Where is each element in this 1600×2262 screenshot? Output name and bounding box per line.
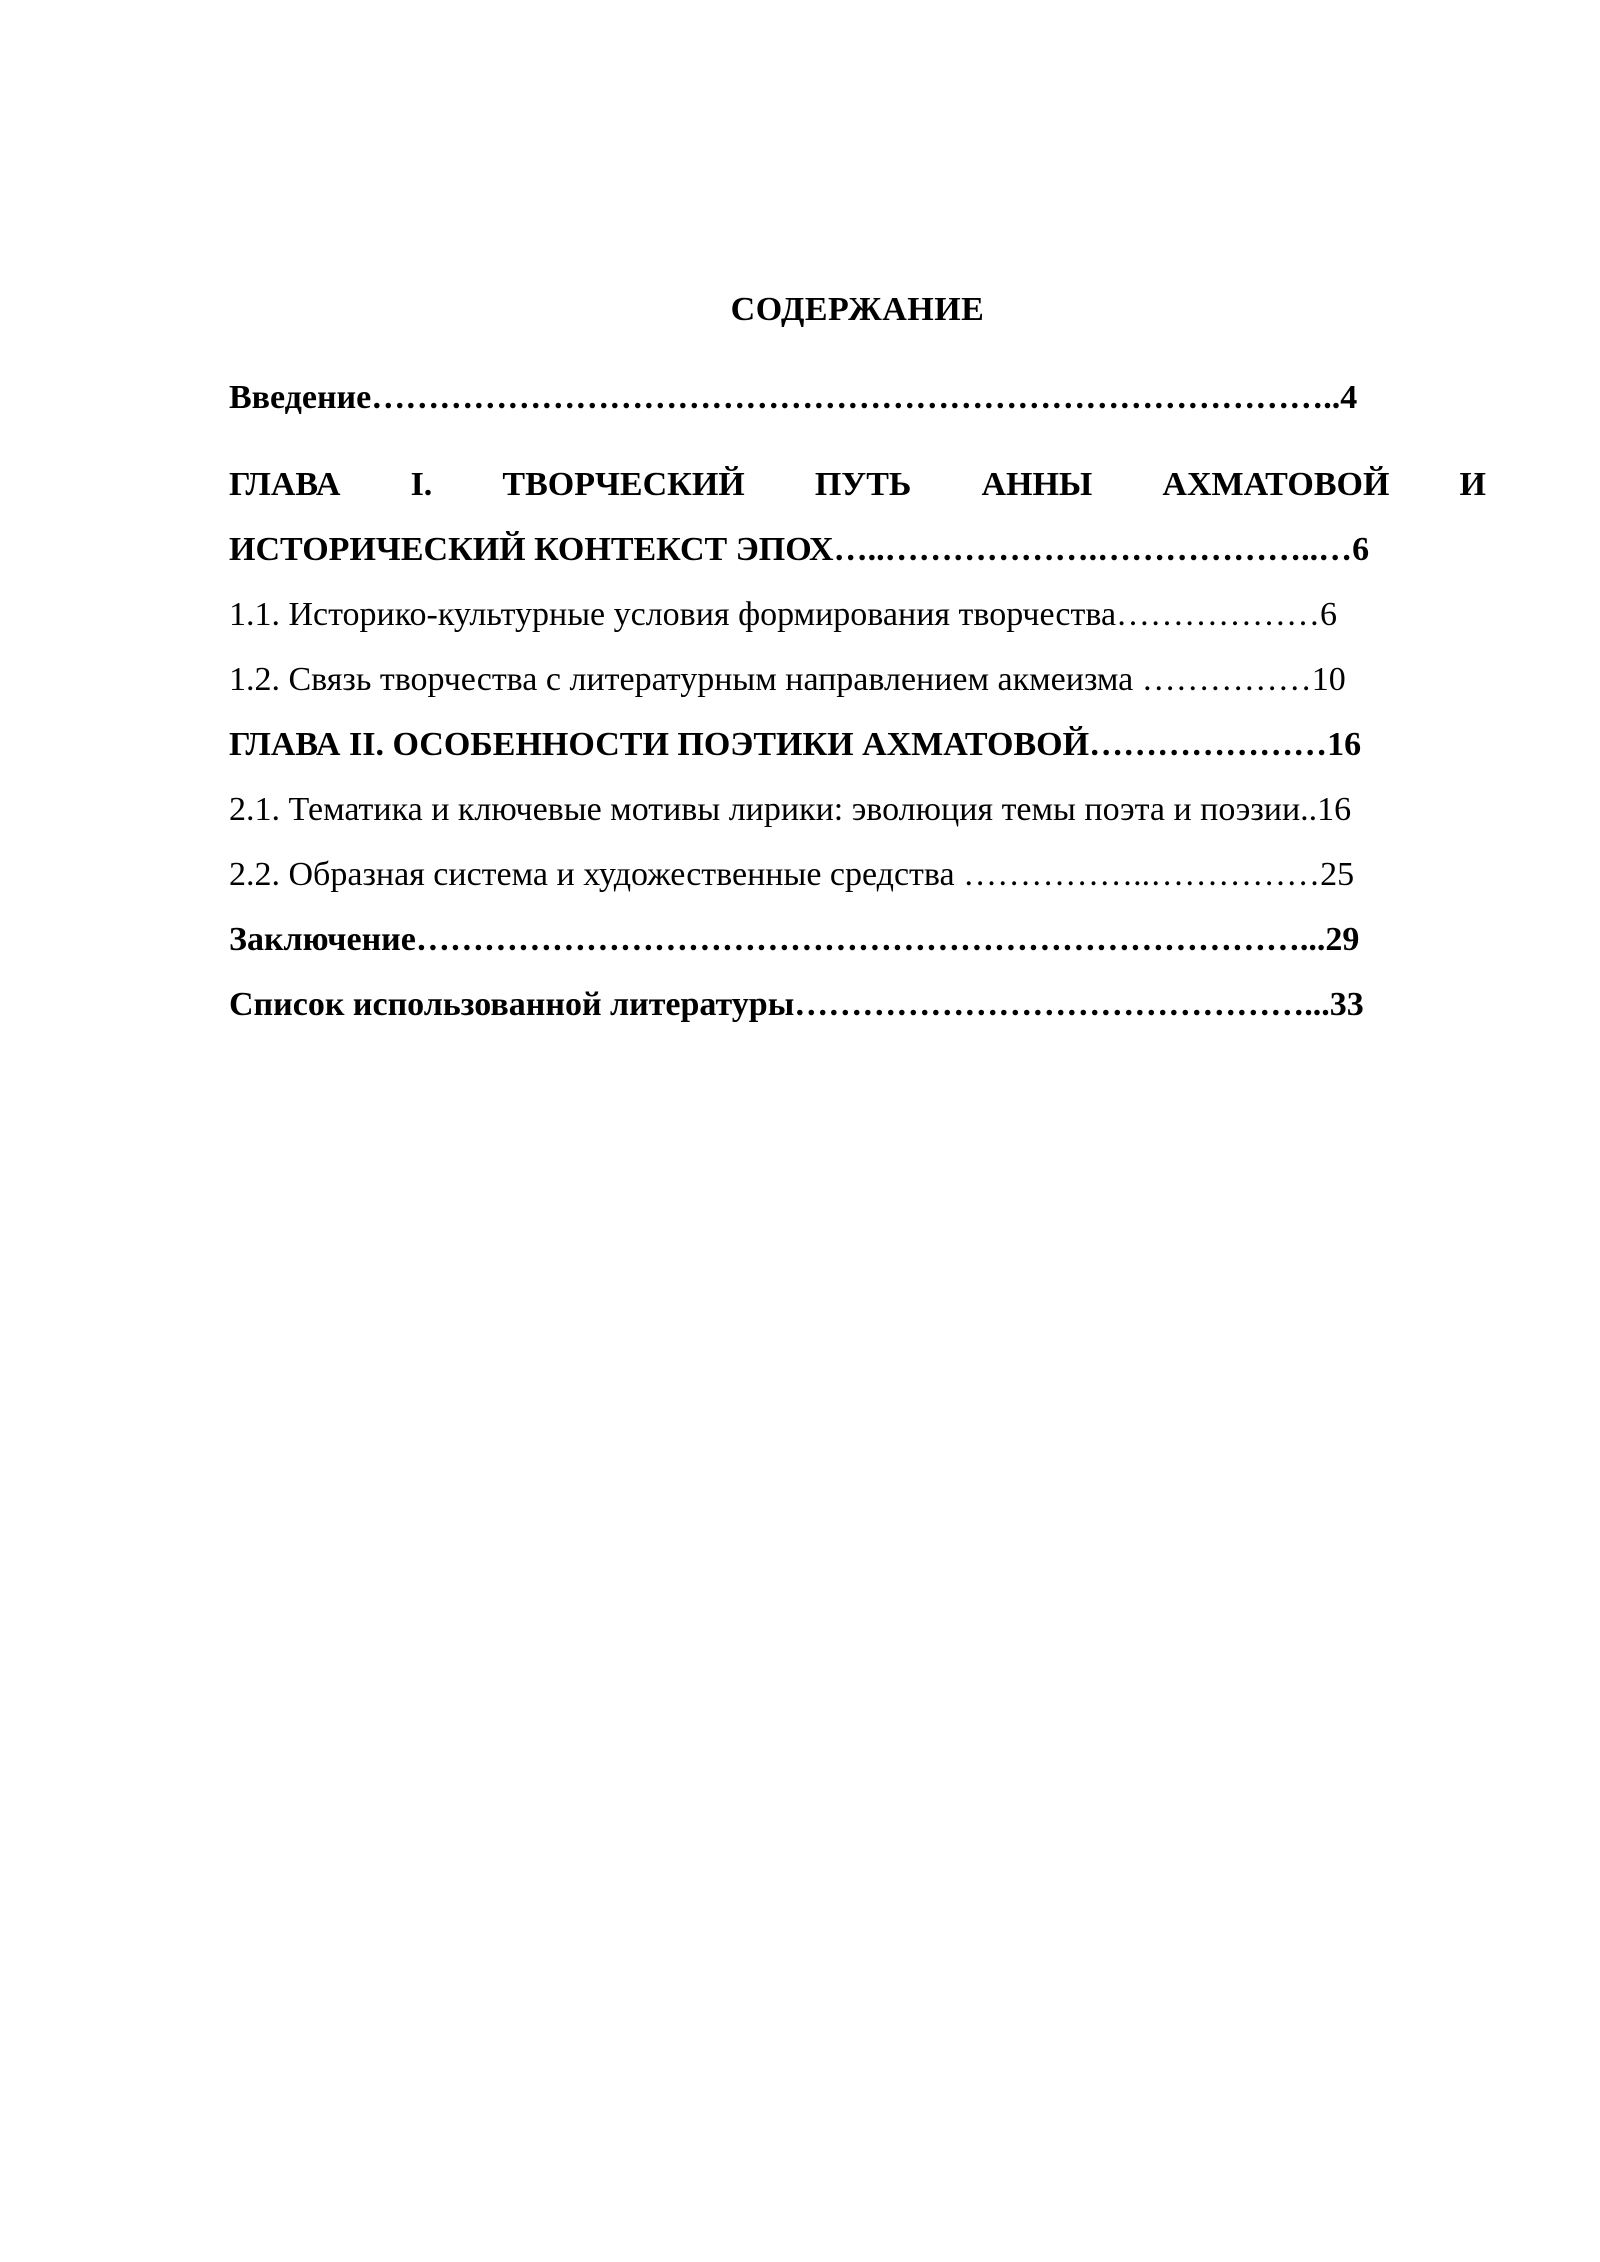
toc-entry-chapter-2: ГЛАВА II. ОСОБЕННОСТИ ПОЭТИКИ АХМАТОВОЙ…………………16 <box>229 726 1362 763</box>
toc-word: И <box>1459 466 1486 503</box>
toc-word: ТВОРЧЕСКИЙ <box>502 466 745 503</box>
toc-entry-section-1-2: 1.2. Связь творчества с литературным направлением акмеизма ……………10 <box>229 661 1346 698</box>
toc-word: ГЛАВА <box>229 466 341 503</box>
toc-title: СОДЕРЖАНИЕ <box>730 291 985 328</box>
toc-entry-section-2-1: 2.1. Тематика и ключевые мотивы лирики: эволюция темы поэта и поэзии..16 <box>229 791 1352 828</box>
toc-entry-section-2-2: 2.2. Образная система и художественные средства ……………..……………25 <box>229 856 1355 893</box>
toc-entry-section-1-1: 1.1. Историко-культурные условия формирования творчества………………6 <box>229 596 1338 633</box>
toc-entry-conclusion: Заключение……………………………………………………………………...29 <box>229 921 1360 958</box>
toc-word: АХМАТОВОЙ <box>1162 466 1390 503</box>
toc-entry-introduction: Введение…………………………………………………………………………..4 <box>229 379 1358 416</box>
toc-entry-chapter-1-line-2: ИСТОРИЧЕСКИЙ КОНТЕКСТ ЭПОХ…..……………….………………..…6 <box>229 531 1370 568</box>
toc-word: АННЫ <box>981 466 1093 503</box>
toc-entry-chapter-1-line-1 <box>229 465 1486 505</box>
toc-word: I. <box>410 466 433 503</box>
toc-word: ПУТЬ <box>814 466 912 503</box>
toc-entry-bibliography: Список использованной литературы………………………………………...33 <box>229 986 1364 1023</box>
